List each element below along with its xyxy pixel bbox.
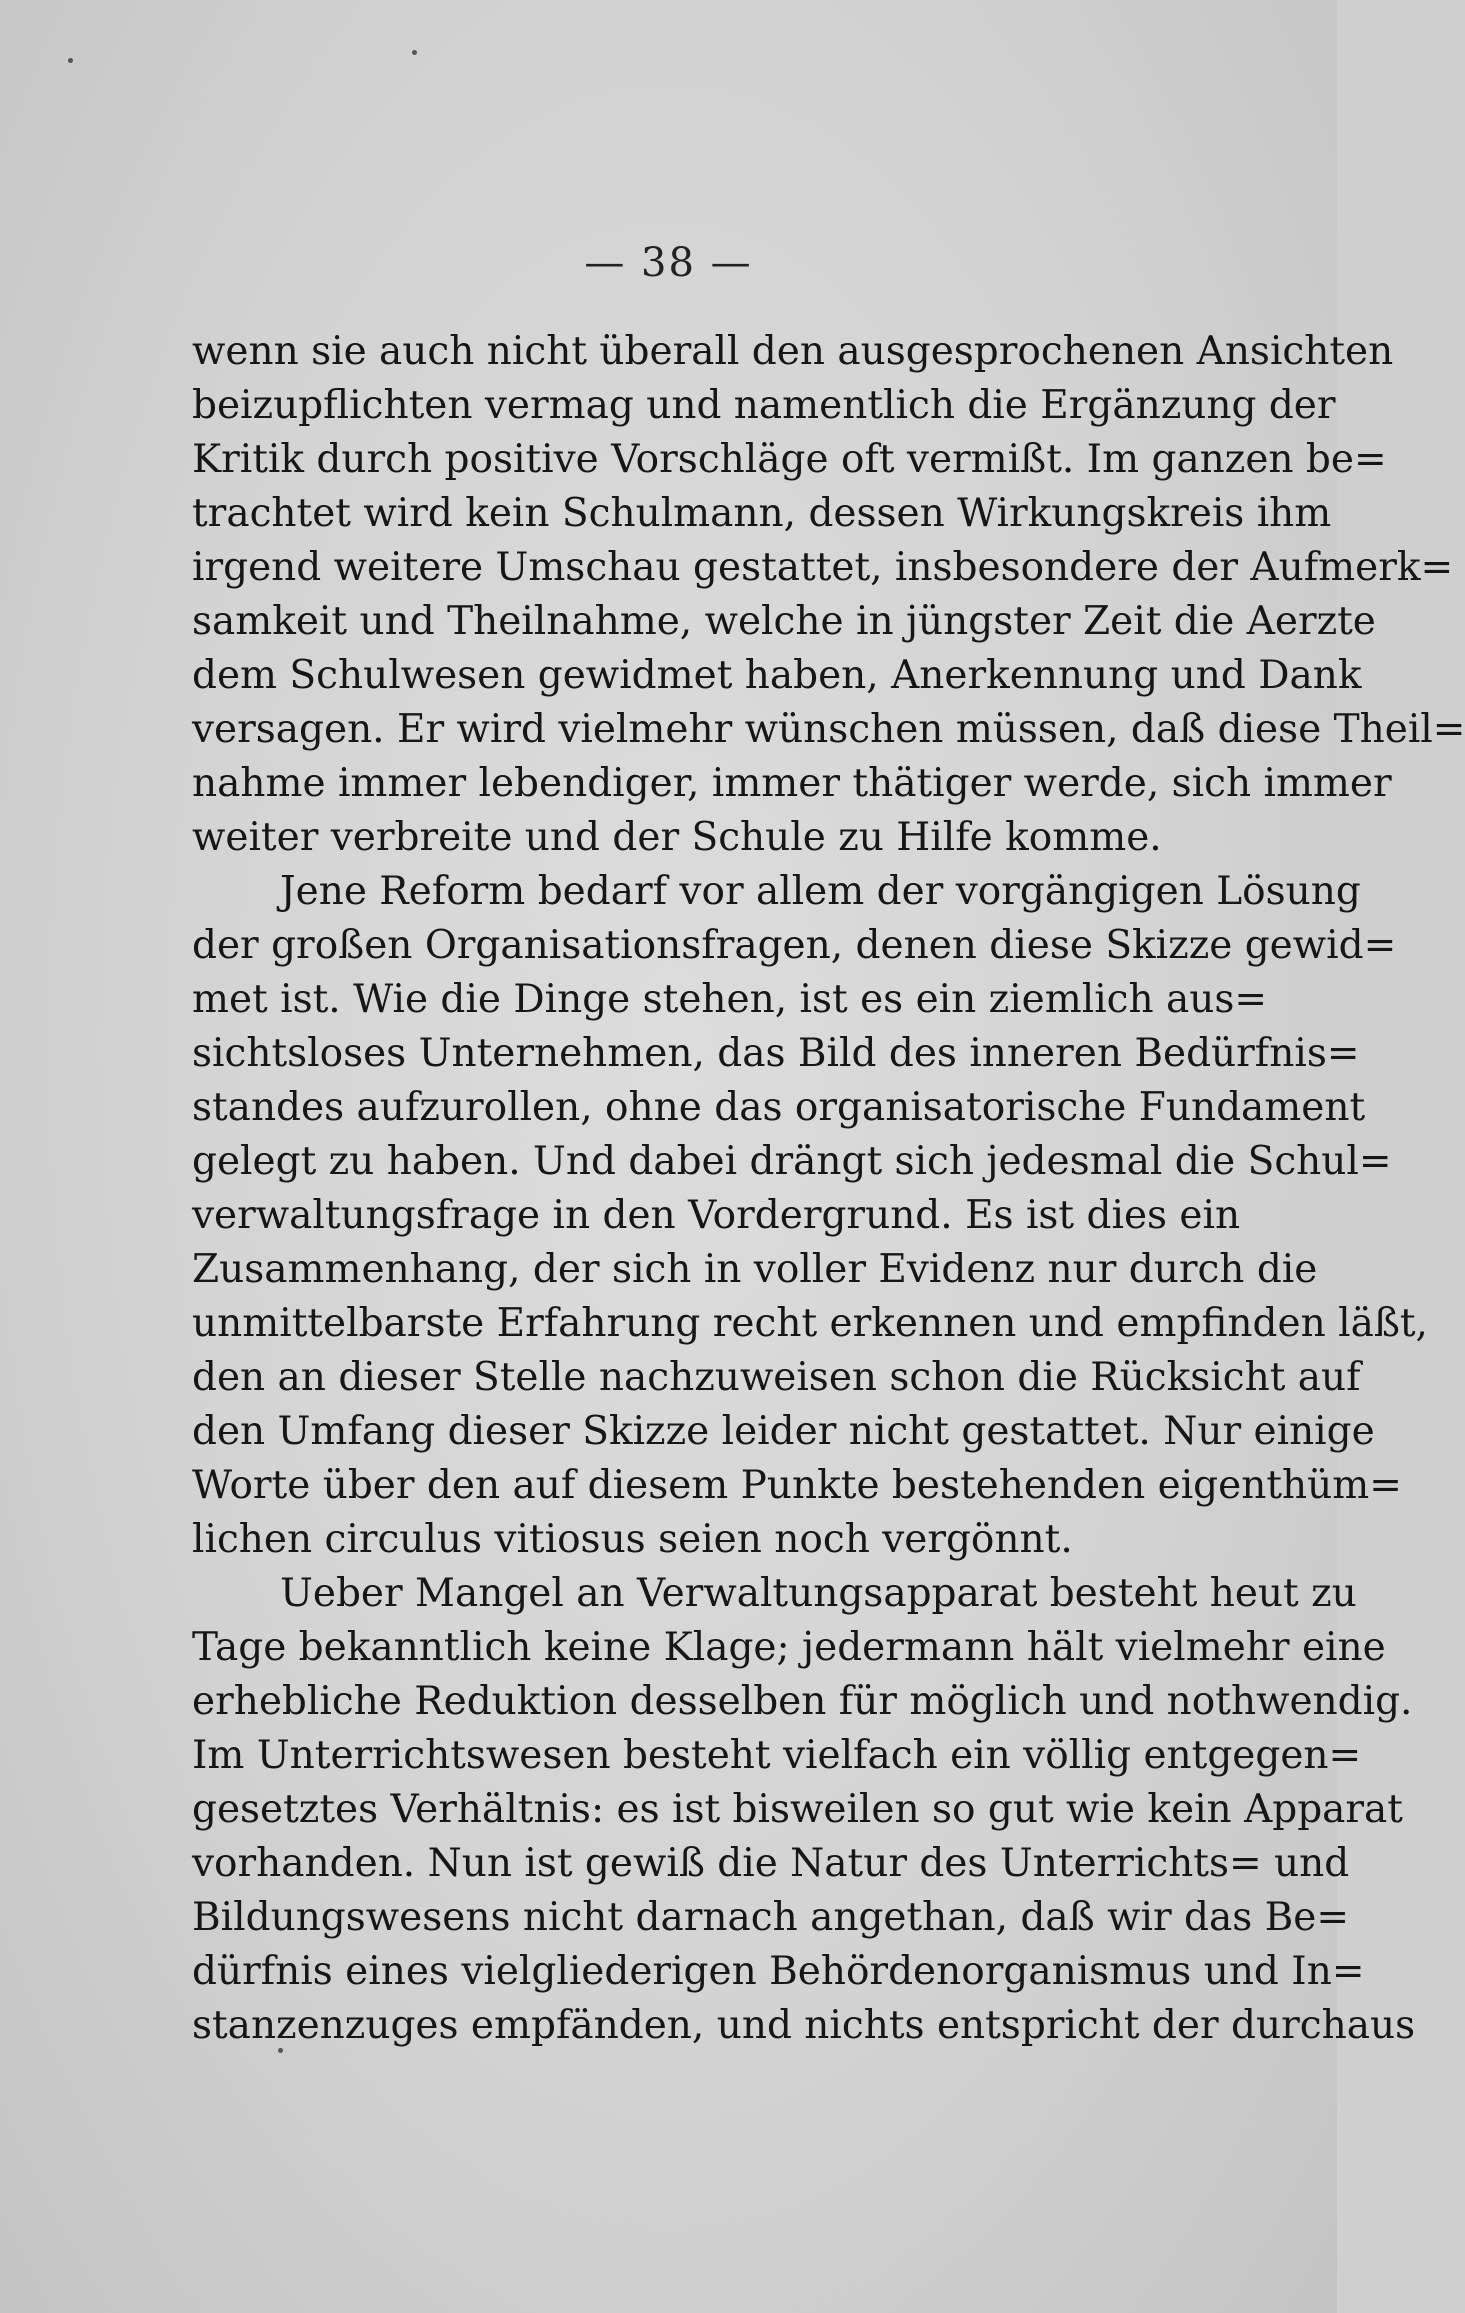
body-text [192,325,1465,2053]
text-line: dürfnis eines vielgliederigen Behördenorganismus und In= [192,1949,1365,1994]
text-line: samkeit und Theilnahme, welche in jüngster Zeit die Aerzte [192,599,1376,644]
text-line: erhebliche Reduktion desselben für möglich und nothwendig. [192,1679,1413,1724]
text-line: met ist. Wie die Dinge stehen, ist es ein ziemlich aus= [192,977,1268,1022]
text-line: gelegt zu haben. Und dabei drängt sich jedesmal die Schul= [192,1139,1392,1184]
text-line: versagen. Er wird vielmehr wünschen müssen, daß diese Theil= [192,707,1465,752]
text-line: Ueber Mangel an Verwaltungsapparat besteht heut zu [280,1571,1357,1616]
text-line: Im Unterrichtswesen besteht vielfach ein völlig entgegen= [192,1733,1362,1778]
text-line: den Umfang dieser Skizze leider nicht gestattet. Nur einige [192,1409,1375,1454]
text-line: der großen Organisationsfragen, denen diese Skizze gewid= [192,923,1397,968]
paper-speck [412,50,417,55]
text-line: Kritik durch positive Vorschläge oft vermißt. Im ganzen be= [192,437,1387,482]
text-line: weiter verbreite und der Schule zu Hilfe komme. [192,815,1162,860]
text-line: Zusammenhang, der sich in voller Evidenz nur durch die [192,1247,1318,1292]
text-line: nahme immer lebendiger, immer thätiger werde, sich immer [192,761,1392,806]
text-line: wenn sie auch nicht überall den ausgesprochenen Ansichten [192,329,1394,374]
text-line: standes aufzurollen, ohne das organisatorische Fundament [192,1085,1366,1130]
text-line: sichtsloses Unternehmen, das Bild des inneren Bedürfnis= [192,1031,1360,1076]
text-line: dem Schulwesen gewidmet haben, Anerkennung und Dank [192,653,1362,698]
page-number: — 38 — [584,240,753,286]
paragraph-2 [192,865,1428,1567]
paragraph-3 [192,1567,1416,2053]
text-line: unmittelbarste Erfahrung recht erkennen und empfinden läßt, [192,1301,1428,1346]
text-line: Tage bekanntlich keine Klage; jedermann hält vielmehr eine [192,1625,1386,1670]
text-line: Worte über den auf diesem Punkte bestehenden eigenthüm= [192,1463,1402,1508]
text-line: Jene Reform bedarf vor allem der vorgängigen Lösung [280,869,1361,914]
text-line: verwaltungsfrage in den Vordergrund. Es ist dies ein [192,1193,1241,1238]
text-line: stanzenzuges empfänden, und nichts entspricht der durchaus [192,2003,1416,2048]
text-line: irgend weitere Umschau gestattet, insbesondere der Aufmerk= [192,545,1454,590]
paper-speck [68,58,73,63]
text-line: trachtet wird kein Schulmann, dessen Wirkungskreis ihm [192,491,1332,536]
text-line: vorhanden. Nun ist gewiß die Natur des Unterrichts= und [192,1841,1350,1886]
text-line: beizupflichten vermag und namentlich die Ergänzung der [192,383,1336,428]
paragraph-1 [192,325,1465,865]
text-line: lichen circulus vitiosus seien noch vergönnt. [192,1517,1073,1562]
text-line: den an dieser Stelle nachzuweisen schon die Rücksicht auf [192,1355,1361,1400]
text-line: gesetztes Verhältnis: es ist bisweilen so gut wie kein Apparat [192,1787,1403,1832]
text-line: Bildungswesens nicht darnach angethan, daß wir das Be= [192,1895,1350,1940]
